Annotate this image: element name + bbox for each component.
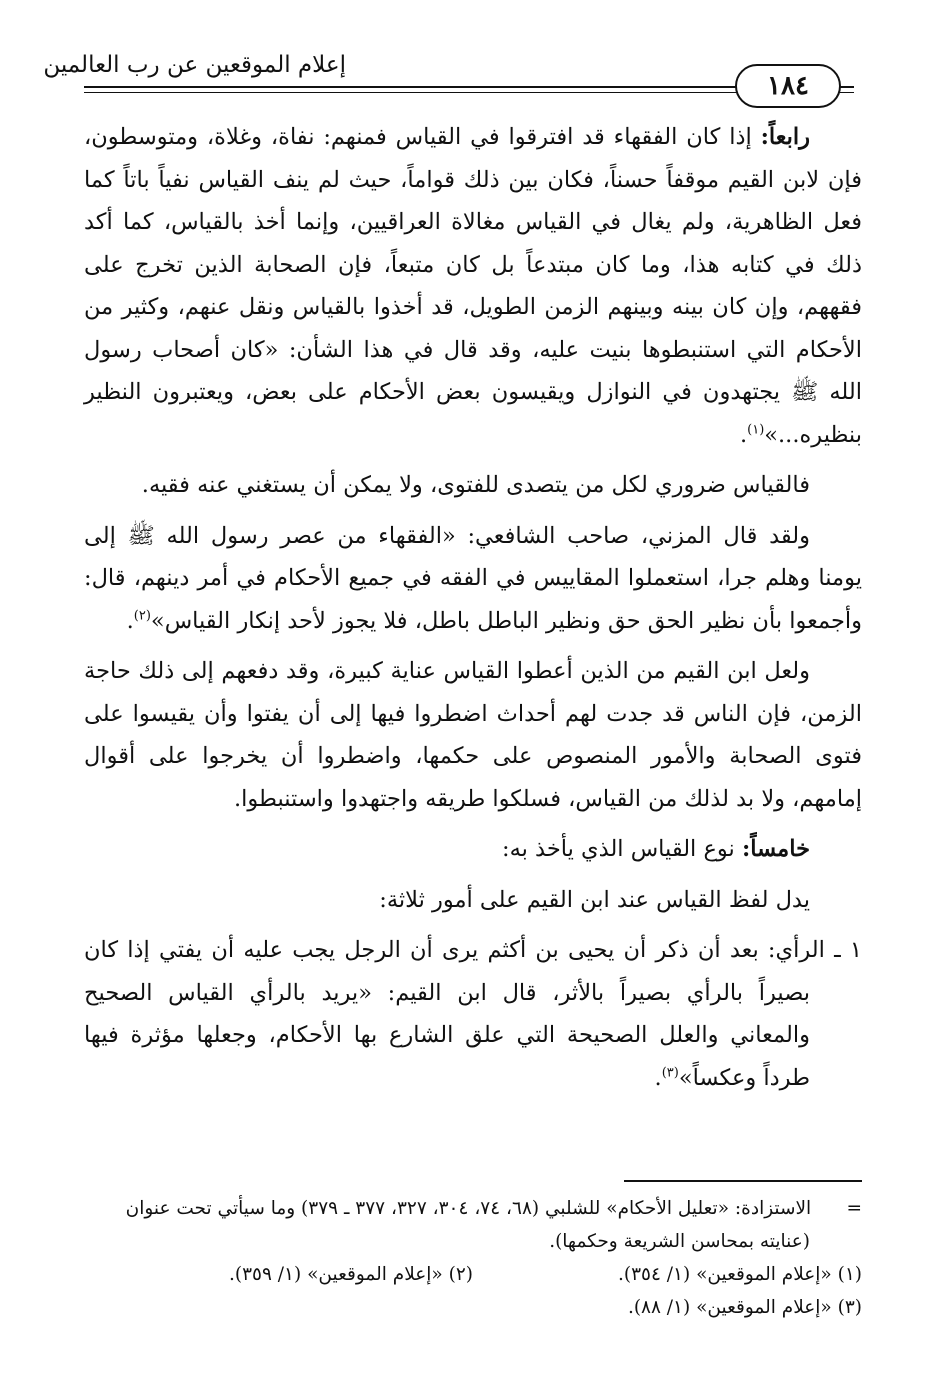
paragraph-need-of-time (84, 650, 862, 820)
paragraph-three-meanings (84, 879, 862, 922)
footnotes (84, 1192, 862, 1324)
paragraph-end: . (126, 607, 134, 634)
footnote-3: (٣) «إعلام الموقعين» (١/ ٨٨). (627, 1297, 862, 1318)
footnote-text: الاستزادة: «تعليل الأحكام» للشلبي (٦٨، ٧٤، ٣٠٤، ٣٢٧، ٣٧٧ ـ ٣٧٩) وما سيأتي تحت عنوان (عنايته بمحاسن الشريعة وحكمها). (125, 1198, 812, 1252)
paragraph-necessity (84, 464, 862, 507)
paragraph-text: يدل لفظ القياس عند ابن القيم على أمور ثلاثة: (379, 886, 810, 913)
list-item-text: الرأي: بعد أن ذكر أن يحيى بن أكثم يرى أن الرجل يجب عليه أن يفتي إذا كان بصيراً بالرأي بصيراً بالأثر، قال ابن القيم: «يريد بالرأي القياس الصحيح والمعاني والعلل الصحيحة التي علق الشارع بها الأحكام، وجعلها مؤثرة فيها طرداً وعكساً» (84, 937, 825, 1091)
footnote-2: (٢) «إعلام الموقعين» (١/ ٣٥٩). (229, 1264, 473, 1285)
footnote-ref-3[interactable]: (٣) (661, 1065, 679, 1080)
footnote-ref-2[interactable]: (٢) (133, 608, 151, 623)
section-label-fourthly: رابعاً: (760, 124, 810, 150)
footnote-1: (١) «إعلام الموقعين» (١/ ٣٥٤). (618, 1264, 862, 1285)
continuation-marker: = (846, 1198, 862, 1219)
paragraph-text: ولقد قال المزني، صاحب الشافعي: «الفقهاء من عصر رسول الله ﷺ إلى يومنا وهلم جرا، استعملوا المقاييس في الفقه في جميع الأحكام في أمر دينهم، قال: وأجمعوا بأن نظير الحق حق ونظير الباطل باطل، فلا يجوز لأحد إنكار القياس» (84, 522, 862, 634)
footnote-separator (624, 1180, 862, 1182)
page-number: ١٨٤ (767, 71, 809, 101)
footnote-ref-1[interactable]: (١) (747, 422, 765, 437)
paragraph-muzani-quote (84, 515, 862, 643)
paragraph-fourthly (84, 116, 862, 456)
paragraph-end: . (654, 1064, 662, 1091)
section-label-fifthly: خامساً: (741, 836, 810, 862)
paragraph-fifthly (84, 828, 862, 871)
list-number: ١ ـ (824, 937, 862, 963)
paragraph-text: نوع القياس الذي يأخذ به: (501, 836, 742, 862)
main-text (84, 116, 862, 1107)
page-number-badge (735, 64, 841, 108)
paragraph-text: ولعل ابن القيم من الذين أعطوا القياس عناية كبيرة، وقد دفعهم إلى ذلك حاجة الزمن، فإن الناس قد جدت لهم أحداث اضطروا فيها إلى أن يفتوا وأن يقيسوا على فتوى الصحابة والأمور المنصوص على حكمها، واضطروا أن يخرجوا على أقوال إمامهم، ولا بد لذلك من القياس، فسلكوا طريقه واجتهدوا واستنبطوا. (84, 658, 862, 812)
running-header-title: إعلام الموقعين عن رب العالمين (43, 52, 346, 78)
footnote-continued (84, 1192, 862, 1258)
paragraph-text: فالقياس ضروري لكل من يتصدى للفتوى، ولا يمكن أن يستغني عنه فقيه. (141, 472, 810, 498)
paragraph-end: . (739, 421, 748, 448)
list-item-opinion (84, 929, 862, 1099)
paragraph-text: إذا كان الفقهاء قد افترقوا في القياس فمنهم: نفاة، وغلاة، ومتوسطون، فإن لابن القيم موقفاً حسناً، فكان بين ذلك قواماً، حيث لم ينف القياس نفياً باتاً كما فعل الظاهرية، ولم يغال في القياس مغالاة العراقيين، وإنما أخذ بالقياس، كما أكد ذلك في كتابه هذا، وما كان مبتدعاً بل كان متبعاً، فإن الصحابة الذين تخرج على فقههم، وإن كان بينه وبينهم الزمن الطويل، قد أخذوا بالقياس ونقل عنهم، وكثير من الأحكام التي استنبطوها بنيت عليه، وقد قال في هذا الشأن: «كان أصحاب رسول الله ﷺ يجتهدون في النوازل ويقيسون بعض الأحكام على بعض، ويعتبرون النظير بنظيره...» (84, 124, 862, 448)
footnote-row (84, 1258, 862, 1291)
